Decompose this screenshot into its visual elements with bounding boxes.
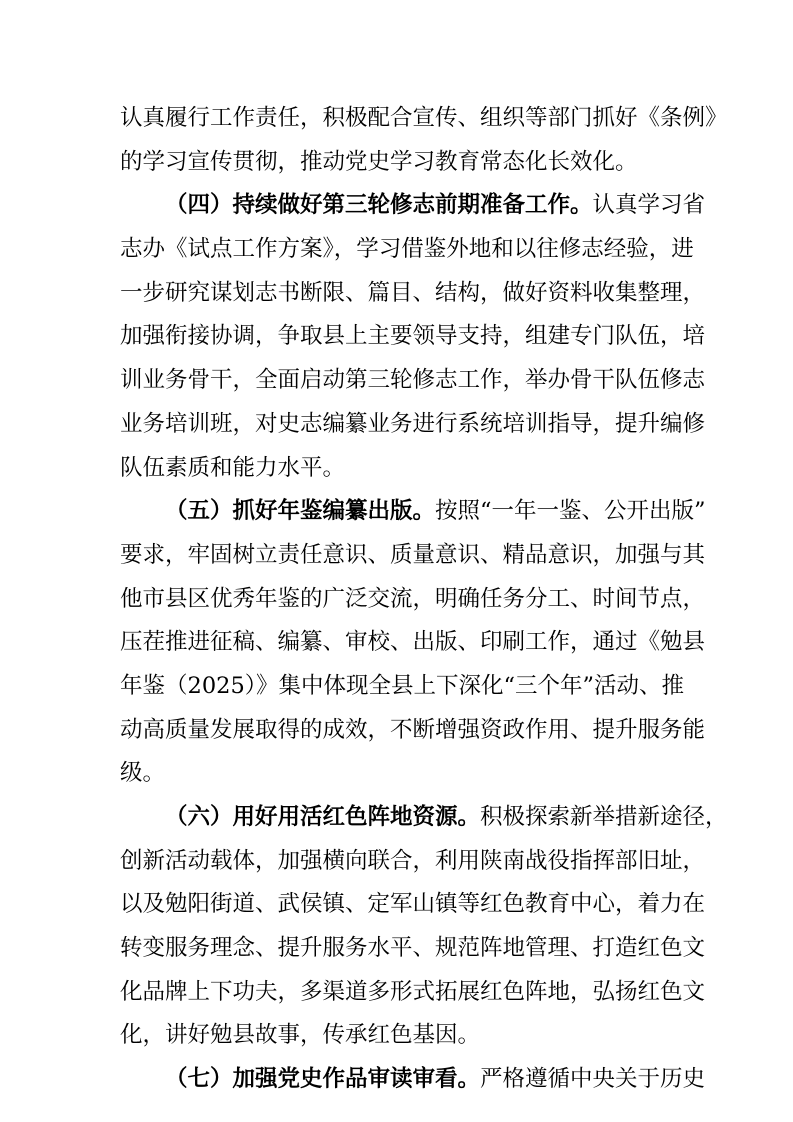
text-line: 的学习宣传贯彻，推动党史学习教育常态化长效化。 xyxy=(120,148,638,175)
text-line: 压茬推进征稿、编纂、审校、出版、印刷工作，通过《勉县 xyxy=(120,629,706,656)
section-first-line xyxy=(120,796,728,840)
section-first-line xyxy=(120,490,706,534)
text-line: 以及勉阳街道、武侯镇、定军山镇等红色教育中心，着力在 xyxy=(120,891,706,918)
section-heading: （五）抓好年鉴编纂出版。 xyxy=(165,498,436,525)
section-text: 严格遵循中央关于历史 xyxy=(480,1066,706,1093)
section-heading: （七）加强党史作品审读审看。 xyxy=(165,1066,481,1093)
text-line: 他市县区优秀年鉴的广泛交流，明确任务分工、时间节点， xyxy=(120,585,706,612)
text-line: 年鉴（2025）》集中体现全县上下深化“三个年”活动、推 xyxy=(120,672,685,699)
text-line: 队伍素质和能力水平。 xyxy=(120,454,346,481)
text-line: 创新活动载体，加强横向联合，利用陕南战役指挥部旧址， xyxy=(120,847,706,874)
text-line: 业务培训班，对史志编纂业务进行系统培训指导，提升编修 xyxy=(120,410,706,437)
body-text xyxy=(120,97,728,1102)
section-text: 积极探索新举措新途径， xyxy=(480,804,728,830)
text-line: 一步研究谋划志书断限、篇目、结构，做好资料收集整理， xyxy=(120,279,706,306)
text-line: 动高质量发展取得的成效，不断增强资政作用、提升服务能 xyxy=(120,716,706,743)
section-heading: （六）用好用活红色阵地资源。 xyxy=(165,804,481,830)
section-heading: （四）持续做好第三轮修志前期准备工作。 xyxy=(165,192,593,219)
section-text: 按照“一年一鉴、公开出版” xyxy=(435,498,706,525)
text-line: 化，讲好勉县故事，传承红色基因。 xyxy=(120,1022,481,1049)
text-line: 训业务骨干，全面启动第三轮修志工作，举办骨干队伍修志 xyxy=(120,367,706,394)
section-first-line xyxy=(120,184,706,228)
text-line: 加强衔接协调，争取县上主要领导支持，组建专门队伍，培 xyxy=(120,323,706,350)
text-line: 志办《试点工作方案》，学习借鉴外地和以往修志经验，进 xyxy=(120,236,694,263)
text-line: 认真履行工作责任，积极配合宣传、组织等部门抓好《条例》 xyxy=(120,105,728,131)
section-first-line xyxy=(120,1058,706,1102)
text-line: 化品牌上下功夫，多渠道多形式拓展红色阵地，弘扬红色文 xyxy=(120,978,706,1005)
section-text: 认真学习省 xyxy=(592,192,706,219)
text-line: 要求，牢固树立责任意识、质量意识、精品意识，加强与其 xyxy=(120,541,706,568)
text-line: 转变服务理念、提升服务水平、规范阵地管理、打造红色文 xyxy=(120,935,706,962)
text-line: 级。 xyxy=(120,760,166,787)
